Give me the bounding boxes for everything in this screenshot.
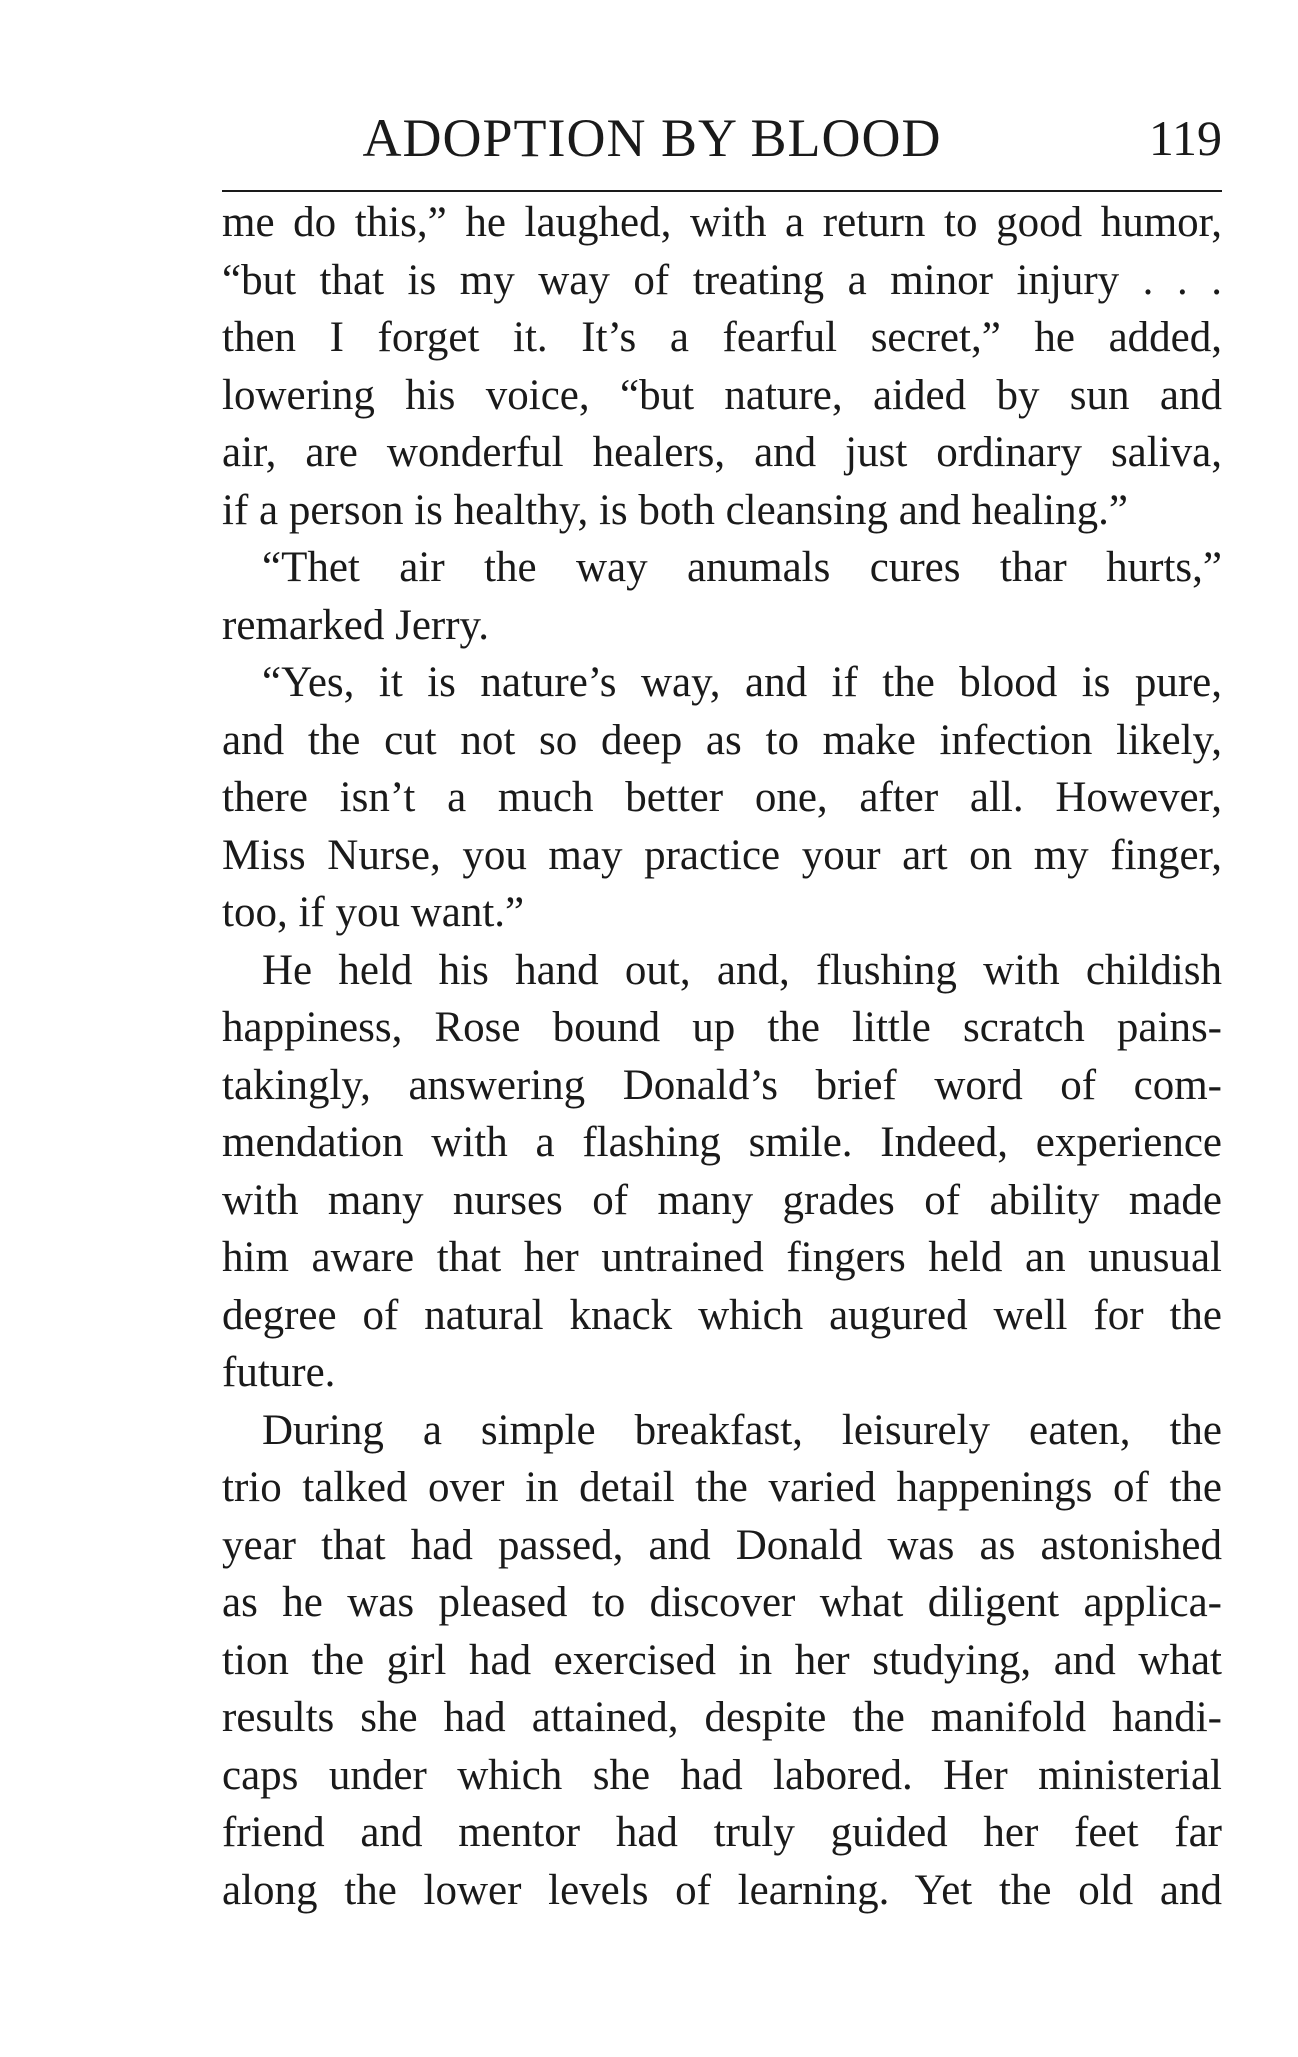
text-line: happiness, Rose bound up the little scratch pains- (222, 1004, 1222, 1051)
text-line: trio talked over in detail the varied happenings of the (222, 1464, 1222, 1511)
text-line: him aware that her untrained fingers held an unusual (222, 1234, 1222, 1281)
text-line: takingly, answering Donald’s brief word of com- (222, 1061, 1222, 1109)
header-rule (222, 190, 1222, 192)
text-line: then I forget it. It’s a fearful secret,” he added, (222, 314, 1222, 361)
text-line: year that had passed, and Donald was as astonished (222, 1521, 1222, 1569)
page-number: 119 (1148, 110, 1222, 166)
page-header (222, 96, 1222, 180)
text-line: tion the girl had exercised in her studying, and what (222, 1636, 1222, 1684)
body-text (222, 194, 1222, 1919)
book-page (222, 96, 1222, 1919)
text-line: “but that is my way of treating a minor injury . . . (222, 256, 1222, 304)
running-head: ADOPTION BY BLOOD (362, 108, 942, 168)
text-line: me do this,” he laughed, with a return to good humor, (222, 199, 1222, 246)
text-line: if a person is healthy, is both cleansing and healing.” (222, 486, 1128, 534)
text-line: lowering his voice, “but nature, aided by sun and (222, 371, 1222, 419)
text-line: Miss Nurse, you may practice your art on my finger, (222, 831, 1222, 879)
text-line: caps under which she had labored. Her ministerial (222, 1751, 1222, 1799)
text-line: degree of natural knack which augured well for the (222, 1291, 1222, 1339)
text-line: He held his hand out, and, flushing with childish (262, 946, 1222, 994)
text-line: “Thet air the way anumals cures thar hurts,” (262, 544, 1222, 591)
text-line: During a simple breakfast, leisurely eaten, the (262, 1406, 1222, 1454)
text-line: too, if you want.” (222, 889, 525, 936)
text-line: friend and mentor had truly guided her feet far (222, 1809, 1222, 1856)
text-line: remarked Jerry. (222, 601, 490, 649)
text-line: and the cut not so deep as to make infection likely, (222, 716, 1222, 764)
text-line: air, are wonderful healers, and just ordinary saliva, (222, 429, 1222, 476)
text-line: “Yes, it is nature’s way, and if the blood is pure, (262, 659, 1222, 706)
text-line: there isn’t a much better one, after all. However, (222, 774, 1222, 821)
text-line: with many nurses of many grades of ability made (222, 1176, 1222, 1224)
text-line: results she had attained, despite the manifold handi- (222, 1694, 1222, 1741)
text-line: future. (222, 1349, 336, 1396)
text-line: along the lower levels of learning. Yet the old and (222, 1866, 1222, 1914)
text-line: as he was pleased to discover what diligent applica- (222, 1579, 1222, 1626)
text-line: mendation with a flashing smile. Indeed, experience (222, 1119, 1222, 1166)
